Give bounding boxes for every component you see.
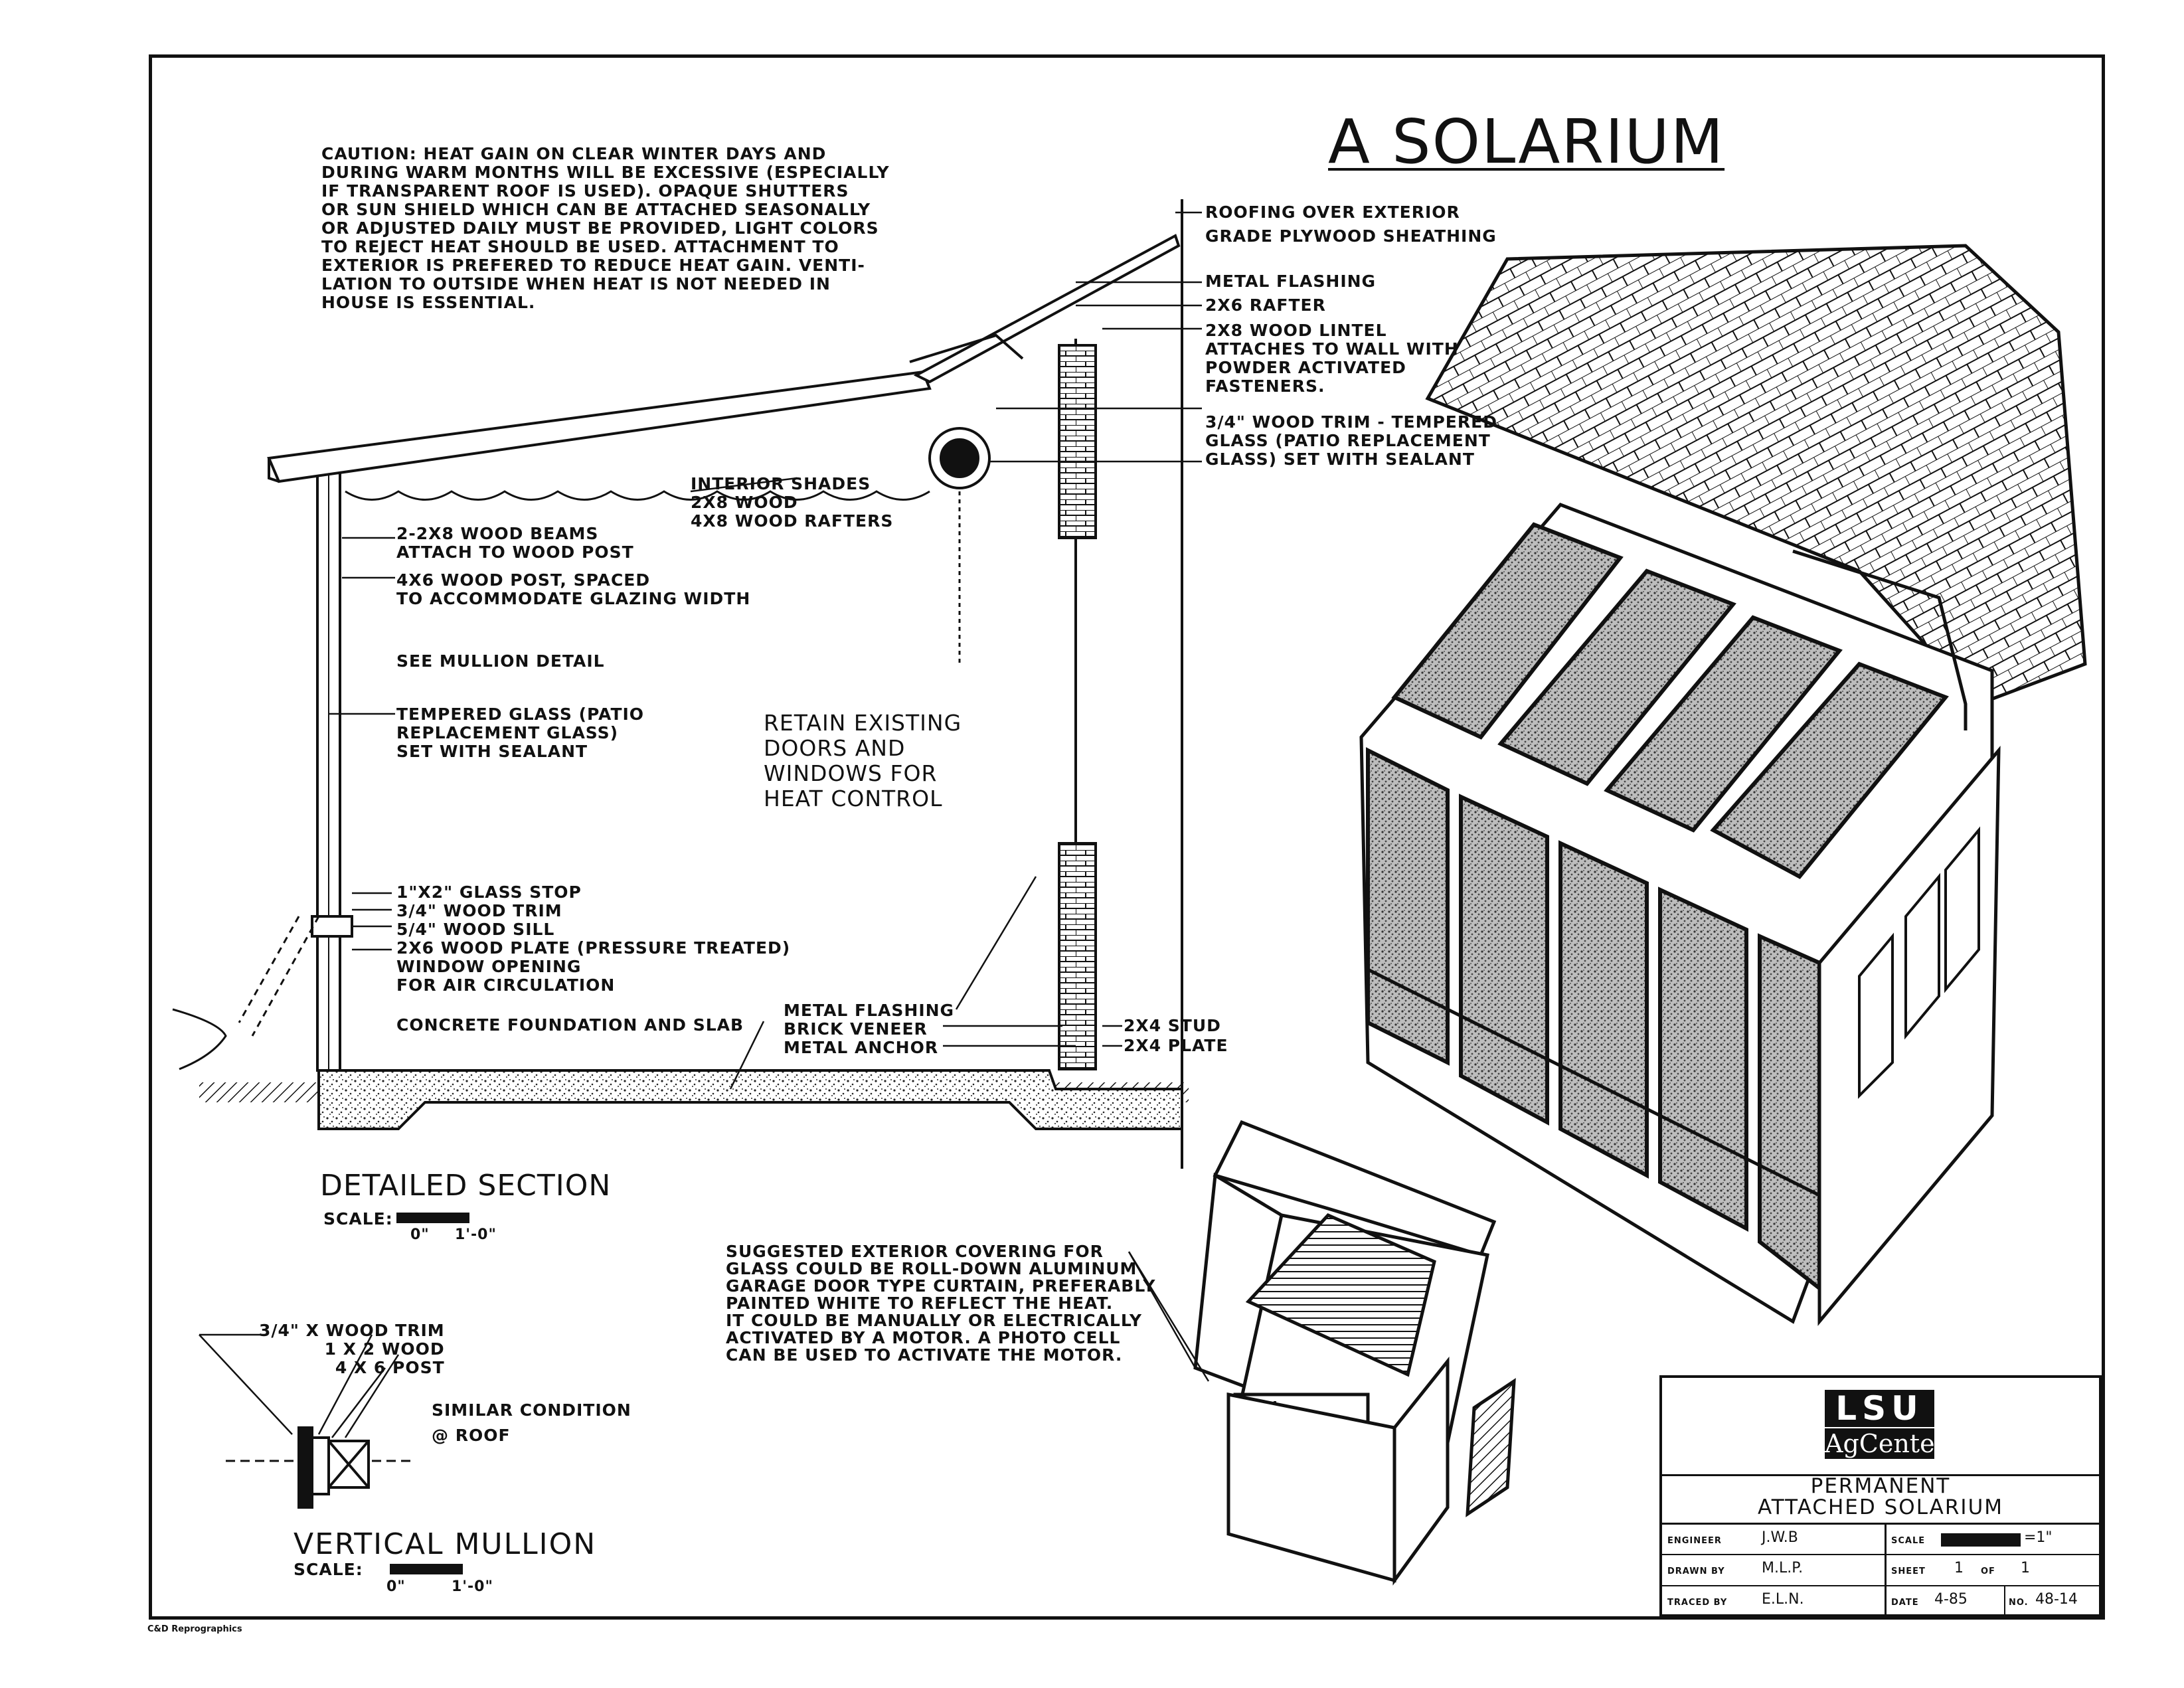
drawing-title: A SOLARIUM <box>1328 106 1725 177</box>
mullion-scale-label: SCALE: <box>294 1560 363 1579</box>
scale-value-redacted <box>1941 1533 2021 1547</box>
mullion-similar-condition: SIMILAR CONDITION <box>432 1400 631 1420</box>
label-mullion-ref: SEE MULLION DETAIL <box>396 651 605 671</box>
mullion-labels: 3/4" X WOOD TRIM 1 X 2 WOOD 4 X 6 POST <box>259 1321 445 1377</box>
date-value: 4-85 <box>1934 1591 1968 1608</box>
isometric-solarium-drawing <box>1361 246 2085 1321</box>
tb-divider-row2 <box>1662 1554 2099 1555</box>
label-trim-glass: 3/4" WOOD TRIM - TEMPERED GLASS (PATIO REPLACEMENT GLASS) SET WITH SEALANT <box>1205 412 1497 469</box>
label-retain-existing: RETAIN EXISTING DOORS AND WINDOWS FOR HEAT CONTROL <box>764 710 962 811</box>
tb-divider-vert2 <box>2004 1585 2005 1614</box>
mullion-scale-from: 0" <box>386 1578 406 1595</box>
label-wall-right: 2X4 STUD 2X4 PLATE <box>1124 1016 1228 1055</box>
logo-agcenter: AgCenter <box>1825 1429 1947 1458</box>
traced-by-value: E.L.N. <box>1762 1591 1804 1608</box>
label-lintel: 2X8 WOOD LINTEL ATTACHES TO WALL WITH POWDER ACTIVATED FASTENERS. <box>1205 321 1459 396</box>
label-metal-flashing-top: METAL FLASHING <box>1205 272 1377 291</box>
exterior-covering-note: SUGGESTED EXTERIOR COVERING FOR GLASS COULD BE ROLL-DOWN ALUMINUM GARAGE DOOR TYPE CURTAIN, PREFERABLY PAINTED WHITE TO REFLECT THE HEAT. IT COULD BE MANUALLY OR ELECTRICALLY ACTIVATED BY A MOTOR. A PHOTO CELL CAN BE USED TO ACTIVATE THE MOTOR. <box>726 1242 1156 1365</box>
detailed-section-scale-label: SCALE: <box>323 1209 393 1228</box>
lsu-agcenter-logo <box>1825 1389 1947 1463</box>
of-label: OF <box>1981 1566 1995 1576</box>
tb-divider-mid <box>1662 1523 2099 1525</box>
engineer-label: ENGINEER <box>1667 1536 1722 1546</box>
project-title-line2: ATTACHED SOLARIUM <box>1757 1495 2004 1519</box>
of-value: 1 <box>2021 1560 2030 1576</box>
mullion-heading: VERTICAL MULLION <box>294 1527 597 1561</box>
mullion-roof-text: ROOF <box>455 1426 511 1445</box>
mullion-scale-bar <box>390 1564 463 1574</box>
curtain-house-drawing <box>1129 1122 1514 1580</box>
label-wall-left: METAL FLASHING BRICK VENEER METAL ANCHOR <box>784 1001 955 1057</box>
number-value: 48-14 <box>2035 1591 2078 1608</box>
label-sill-stack: 1"X2" GLASS STOP 3/4" WOOD TRIM 5/4" WOOD SILL 2X6 WOOD PLATE (PRESSURE TREATED) WINDOW OPENING FOR AIR CIRCULATION <box>396 883 791 995</box>
label-rafter: 2X6 RAFTER <box>1205 295 1326 315</box>
detailed-section-heading: DETAILED SECTION <box>320 1169 612 1203</box>
footer-credit: C&D Reprographics <box>147 1624 242 1634</box>
tb-divider-row3 <box>1662 1585 2099 1586</box>
detailed-section-scale-to: 1'-0" <box>455 1226 497 1243</box>
drawn-by-value: M.L.P. <box>1762 1560 1804 1576</box>
mullion-scale-to: 1'-0" <box>452 1578 493 1595</box>
title-block <box>1659 1375 2102 1617</box>
logo-lsu: LSU <box>1825 1390 1934 1427</box>
caution-note: CAUTION: HEAT GAIN ON CLEAR WINTER DAYS AND DURING WARM MONTHS WILL BE EXCESSIVE (ESPECIALLY IF TRANSPARENT ROOF IS USED). OPAQUE SHUTTERS OR SUN SHIELD WHICH CAN BE ATTACHED SEASONALLY OR ADJUSTED DAILY MUST BE PROVIDED, LIGHT COLORS TO REJECT HEAT SHOULD BE USED. ATTACHMENT TO EXTERIOR IS PREFERED TO REDUCE HEAT GAIN. VENTI- LATION TO OUTSIDE WHEN HEAT IS NOT NEEDED IN HOUSE IS ESSENTIAL. <box>321 144 890 312</box>
label-post: 4X6 WOOD POST, SPACED TO ACCOMMODATE GLAZING WIDTH <box>396 570 751 608</box>
drawn-by-label: DRAWN BY <box>1667 1566 1725 1576</box>
label-tempered-glass: TEMPERED GLASS (PATIO REPLACEMENT GLASS) SET WITH SEALANT <box>396 705 645 761</box>
mullion-roof: @ ROOF <box>432 1426 511 1445</box>
detailed-section-scale-from: 0" <box>410 1226 430 1243</box>
label-beams: 2-2X8 WOOD BEAMS ATTACH TO WOOD POST <box>396 524 634 562</box>
scale-label: SCALE <box>1891 1536 1926 1546</box>
project-title-line1: PERMANENT <box>1810 1474 1951 1498</box>
label-shades: INTERIOR SHADES 2X8 WOOD 4X8 WOOD RAFTERS <box>691 474 894 531</box>
label-foundation: CONCRETE FOUNDATION AND SLAB <box>396 1015 744 1035</box>
tb-divider-vert <box>1885 1523 1887 1614</box>
section-scale-bar <box>396 1213 469 1223</box>
label-roofing: ROOFING OVER EXTERIOR GRADE PLYWOOD SHEATHING <box>1205 203 1497 246</box>
sheet-label: SHEET <box>1891 1566 1926 1576</box>
date-label: DATE <box>1891 1598 1919 1608</box>
traced-by-label: TRACED BY <box>1667 1598 1728 1608</box>
engineer-value: J.W.B <box>1762 1529 1798 1546</box>
scale-suffix: =1" <box>2024 1529 2053 1546</box>
sheet-value: 1 <box>1954 1560 1964 1576</box>
number-label: NO. <box>2009 1598 2029 1608</box>
